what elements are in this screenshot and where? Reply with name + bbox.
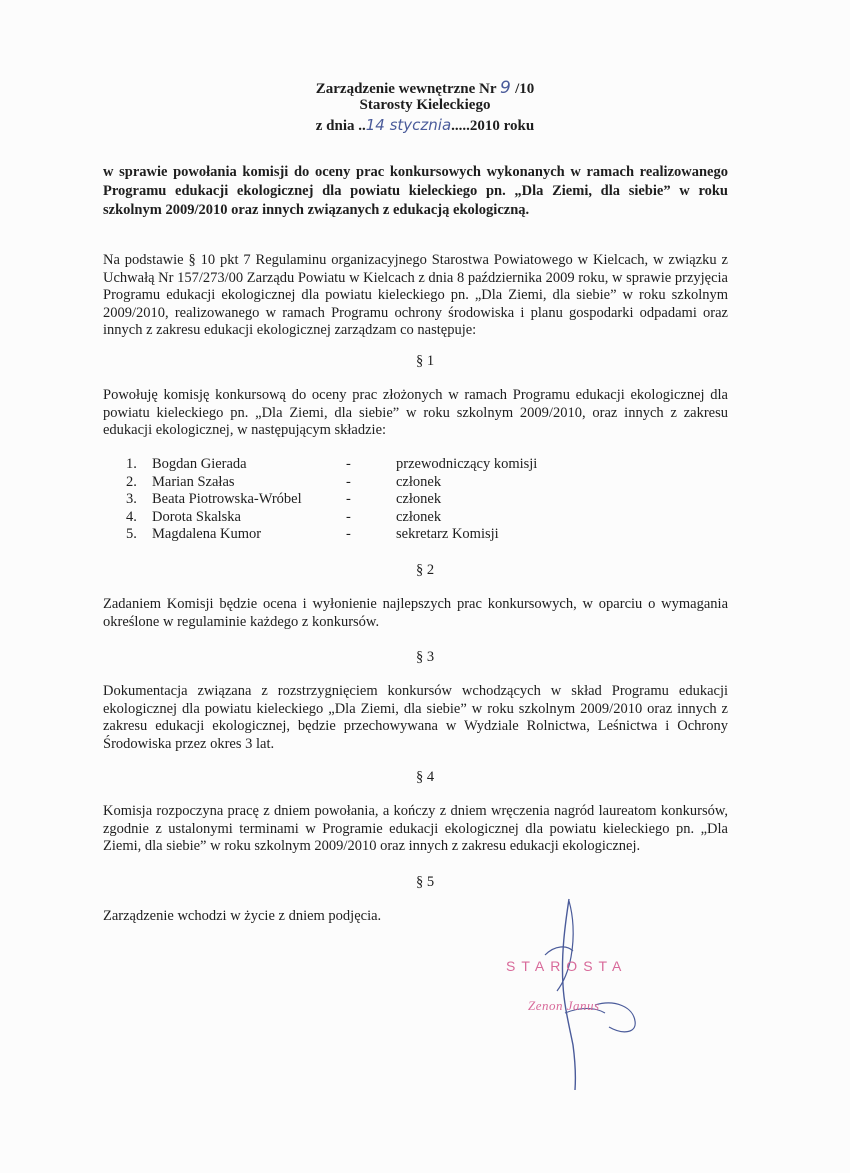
section-2-text: Zadaniem Komisji będzie ocena i wyłonienie najlepszych prac konkursowych, w oparciu o wymagania określone w regulaminie każdego z konkursów. — [103, 596, 728, 630]
section-3-mark: § 3 — [415, 649, 435, 665]
date-dots-after: ..... — [451, 118, 470, 134]
section-3-text: Dokumentacja związana z rozstrzygnięciem konkursów wchodzących w skład Programu edukacji ekologicznej dla powiatu kieleckiego „Dla Ziemi, dla siebie” w roku szkolnym 2009/2010 oraz innych z zakresu edukacji ekologicznej, będzie przechowywana w Wydziale Rolnictwa, Leśnictwa i Ochrony Środowiska przez okres 3 lat. — [103, 683, 728, 752]
member-name: Magdalena Kumor — [152, 526, 262, 542]
member-dash: - — [346, 526, 351, 542]
member-role: sekretarz Komisji — [396, 526, 499, 542]
title-line-3 — [0, 116, 850, 135]
title-line-2: Starosty Kieleckiego — [359, 97, 491, 113]
stamp-name: Zenon Janus — [528, 998, 600, 1013]
list-item — [120, 474, 560, 492]
section-5-mark: § 5 — [415, 874, 435, 890]
section-2-mark: § 2 — [415, 562, 435, 578]
list-item — [120, 491, 560, 509]
handwritten-number: 9 — [500, 78, 512, 98]
member-dash: - — [346, 473, 351, 490]
stamp-title: STAROSTA — [506, 958, 628, 974]
list-item — [120, 456, 560, 474]
member-role: członek — [396, 508, 442, 525]
member-role: przewodniczący komisji — [396, 456, 538, 472]
title-suffix: /10 — [515, 81, 535, 97]
handwritten-date: 14 stycznia — [365, 116, 452, 134]
member-number: 5. — [126, 526, 137, 542]
list-item — [120, 526, 560, 544]
member-name: Marian Szałas — [152, 473, 235, 490]
member-dash: - — [346, 456, 351, 472]
member-dash: - — [346, 491, 351, 507]
member-dash: - — [346, 508, 351, 525]
committee-members-list — [120, 456, 560, 544]
subject-text: w sprawie powołania komisji do oceny prac konkursowych wykonanych w ramach realizowanego Programu edukacji ekologicznej dla powiatu kieleckiego pn. „Dla Ziemi, dla siebie” w roku szkolnym 2009/2010 oraz innych związanych z edukacją ekologiczną. — [103, 164, 728, 218]
member-name: Beata Piotrowska-Wróbel — [152, 491, 302, 507]
signature-image — [535, 895, 645, 1095]
member-role: członek — [396, 491, 442, 507]
section-1-mark: § 1 — [415, 353, 435, 369]
member-name: Dorota Skalska — [152, 508, 241, 525]
member-number: 4. — [126, 508, 137, 525]
preamble-text: Na podstawie § 10 pkt 7 Regulaminu organizacyjnego Starostwa Powiatowego w Kielcach, w związku z Uchwałą Nr 157/273/00 Zarządu Powiatu w Kielcach z dnia 8 października 2009 roku, w sprawie przyjęcia Programu edukacji ekologicznej dla powiatu kieleckiego pn. „Dla Ziemi, dla siebie” w roku szkolnym 2009/2010, realizowanego w ramach Programu ochrony środowiska i planu gospodarki odpadami oraz innych z zakresu edukacji ekologicznej zarządzam co następuje: — [103, 252, 728, 338]
date-dots-before: .. — [358, 118, 366, 134]
date-suffix: 2010 roku — [469, 118, 535, 134]
member-number: 3. — [126, 491, 137, 507]
member-number: 1. — [126, 456, 137, 472]
section-4-text: Komisja rozpoczyna pracę z dniem powołania, a kończy z dniem wręczenia nagród laureatom konkursów, zgodnie z ustalonymi terminami w Programie edukacji ekologicznej dla powiatu kieleckiego pn. „Dla Ziemi, dla siebie” w roku szkolnym 2009/2010 oraz innych z zakresu edukacji ekologicznej. — [103, 803, 728, 854]
section-5-text: Zarządzenie wchodzi w życie z dniem podjęcia. — [103, 908, 382, 924]
section-4-mark: § 4 — [415, 769, 435, 785]
title-line-1 — [0, 78, 850, 98]
member-name: Bogdan Gierada — [152, 456, 247, 472]
title-prefix: Zarządzenie wewnętrzne Nr — [315, 81, 497, 97]
list-item — [120, 509, 560, 527]
member-number: 2. — [126, 473, 137, 490]
section-1-text: Powołuję komisję konkursową do oceny prac złożonych w ramach Programu edukacji ekologicznej dla powiatu kieleckiego pn. „Dla Ziemi, dla siebie” w roku szkolnym 2009/2010, oraz innych z zakresu edukacji ekologicznej, w następującym składzie: — [103, 387, 728, 438]
date-prefix: z dnia — [315, 118, 355, 134]
member-role: członek — [396, 473, 442, 490]
